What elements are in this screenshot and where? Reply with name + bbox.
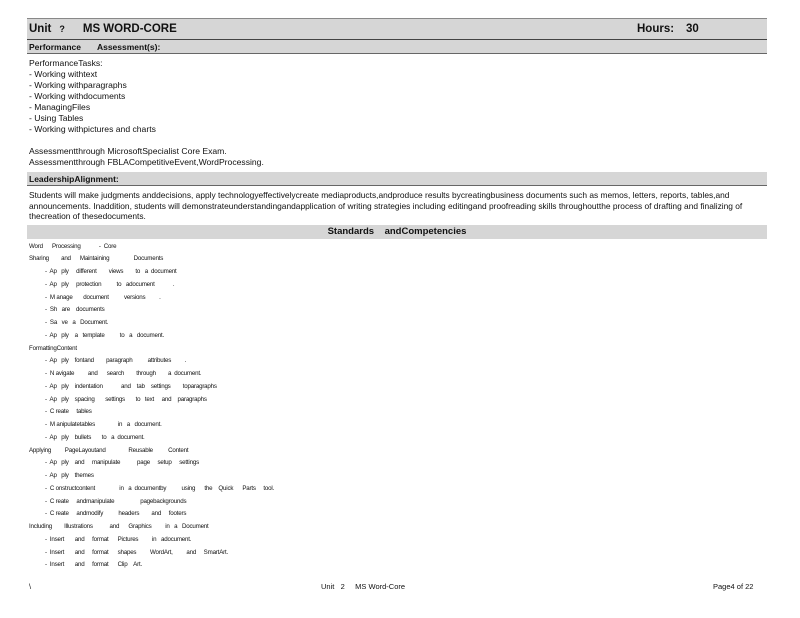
hours-value: 30: [686, 23, 699, 35]
standards-topic: FormattingContent: [29, 344, 77, 352]
competency-item: - Insert and format Clip Art.: [45, 561, 142, 569]
competency-item: - Sa ve a Document.: [45, 319, 109, 326]
leadership-heading: [27, 172, 767, 186]
competency-item: - Ap ply spacing settings to text and paragraphs: [45, 395, 207, 403]
performance-heading-a: Performance: [29, 41, 81, 52]
leadership-heading-label: LeadershipAlignment:: [29, 173, 119, 184]
assessment-line: Assessmentthrough FBLACompetitiveEvent,WordProcessing.: [29, 157, 264, 167]
competency-item: - Ap ply bullets to a document.: [45, 433, 145, 441]
unit-number: ?: [59, 24, 65, 34]
competency-item: - N avigate and search through a document.: [45, 370, 202, 377]
footer-page-number: Page4 of 22: [713, 582, 754, 591]
hours-label: Hours:: [637, 23, 675, 35]
competency-item: - M anipulatetables in a document.: [45, 421, 162, 428]
task-item: - Working withparagraphs: [29, 80, 127, 90]
unit-label: Unit: [29, 23, 52, 35]
competency-item: - Ap ply and manipulate page setup settings: [45, 459, 199, 467]
competency-item: - C onstructcontent in a documentby using the Quick Parts tool.: [45, 484, 275, 492]
competency-item: - Insert and format shapes WordArt, and SmartArt.: [45, 548, 229, 556]
task-item: - Using Tables: [29, 113, 84, 123]
page: [27, 18, 767, 572]
performance-heading-b: Assessment(s):: [96, 41, 161, 52]
task-item: - ManagingFiles: [29, 102, 91, 112]
task-item: - Working withtext: [29, 69, 98, 79]
performance-heading: [27, 40, 767, 54]
footer-center: Unit 2 MS Word-Core: [321, 582, 406, 591]
competency-item: - Sh are documents: [45, 306, 105, 314]
competency-item: - Ap ply protection to adocument .: [45, 280, 175, 288]
competency-item: - C reate andmanipulate pagebackgrounds: [45, 497, 187, 505]
assessment-line: Assessmentthrough MicrosoftSpecialist Core Exam.: [29, 146, 227, 156]
standards-topic: Including Illustrations and Graphics in a Document: [29, 523, 209, 530]
standards-topic: Word Processing - Core: [29, 242, 117, 250]
footer-left: \: [29, 582, 32, 591]
competency-item: - M anage document versions .: [45, 293, 161, 301]
unit-title: MS WORD-CORE: [82, 23, 177, 35]
competency-item: - C reate tables: [45, 408, 92, 416]
task-item: - Working withdocuments: [29, 91, 126, 101]
standards-topic: Sharing and Maintaining Documents: [29, 255, 164, 263]
performance-body: [27, 54, 767, 172]
tasks-title: PerformanceTasks:: [29, 58, 103, 68]
competency-item: - Ap ply a template to a document.: [45, 331, 164, 339]
competency-item: - Ap ply indentation and tab settings toparagraphs: [45, 382, 217, 390]
standards-heading: Standards andCompetencies: [27, 225, 767, 239]
competency-item: - Ap ply different views to a document: [45, 268, 177, 275]
competency-item: - Ap ply fontand paragraph attributes .: [45, 357, 187, 365]
leadership-text: Students will make judgments anddecisions, apply technologyeffectivelycreate mediaproducts,andproduce results bycreatingbusiness documents such as memos, letters, reports, tables,and announcements. Inaddition, students will demonstrateunderstandingandapplication of writing strategies including editingand proofreading skills throughoutthe process of drafting and finalizing of thecreation of thesedocuments.: [29, 190, 743, 221]
competency-item: - Ap ply themes: [45, 472, 94, 479]
standards-list: [27, 239, 767, 573]
standards-topic: Applying PageLayoutand Reusable Content: [29, 446, 189, 454]
competency-item: - Insert and format Pictures in adocument.: [45, 535, 192, 543]
task-item: - Working withpictures and charts: [29, 124, 156, 134]
competency-item: - C reate andmodify headers and footers: [45, 510, 187, 518]
unit-header-bar: [27, 18, 767, 40]
